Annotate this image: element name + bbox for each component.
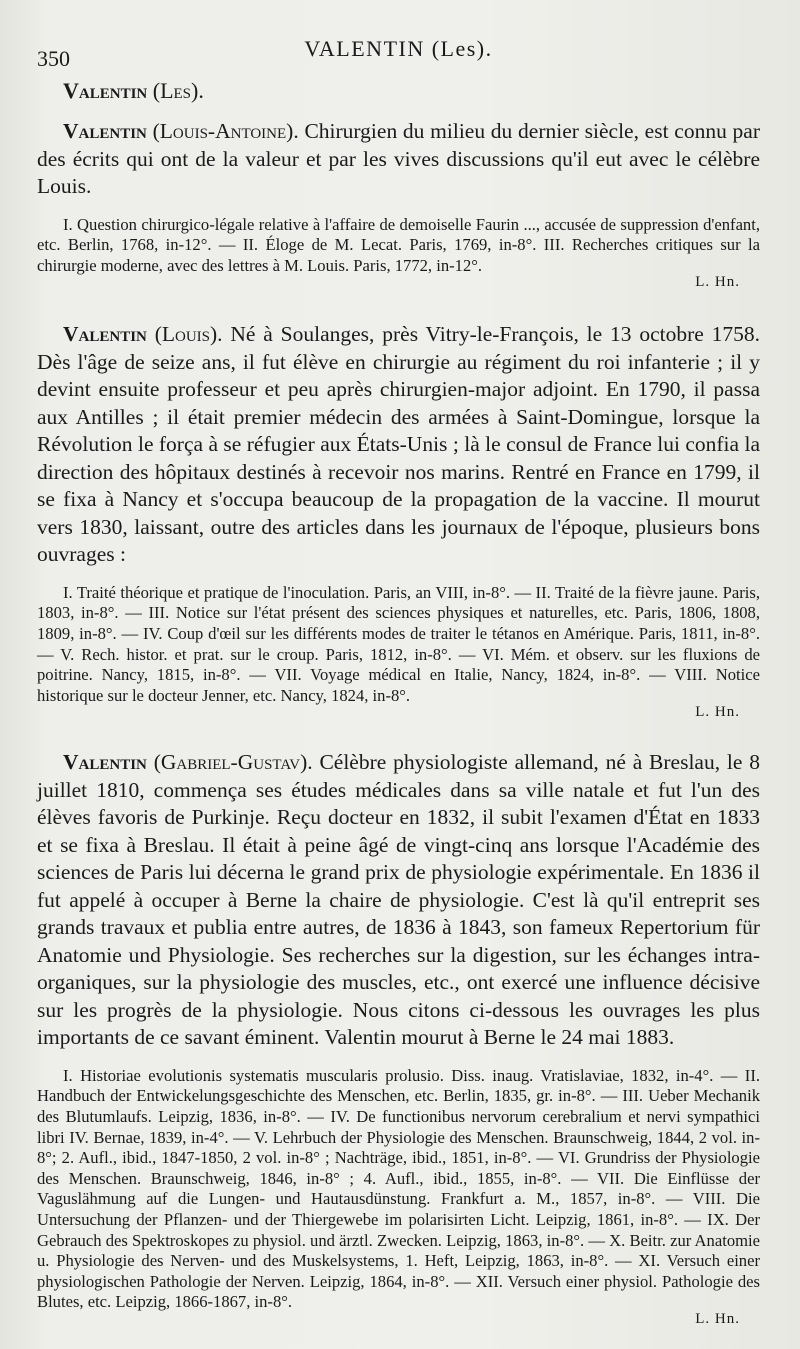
bibliography: I. Historiae evolutionis systematis muscularis prolusio. Diss. inaug. Vratislaviae, 1832, in-4°. — II. Handbuch der Entwickelungsgeschichte des Menschen, etc. Berlin, 1835, gr. in-8°. — III. Ueber Mechanik des Blutumlaufs. Leipzig, 1836, in-8°. — IV. De functionibus nervorum cerebralium et nervi sympathici libri IV. Bernae, 1839, in-4°. — V. Lehrbuch der Physiologie des Menschen. Braunschweig, 1844, 2 vol. in-8°; 2. Aufl., ibid., 1847-1850, 2 vol. in-8° ; Nachträge, ibid., 1851, in-8°. — VI. Grundriss der Physiologie des Menschen. Braunschweig, 1846, in-8° ; 4. Aufl., ibid., 1855, in-8°. — VII. Die Einflüsse der Vaguslähmung auf die Lungen- und Hautausdünstung. Frankfurt a. M., 1857, in-8°. — VIII. Die Untersuchung der Pflanzen- und der Thiergewebe im polarisirten Licht. Leipzig, 1861, in-8°. — IX. Der Gebrauch des Spektroskopes zu physiol. und ärztl. Zwecken. Leipzig, 1863, in-8°. — X. Beitr. zur Anatomie u. Physiologie des Nerven- und des Muskelsystems, 1. Heft, Leipzig, 1863, in-8°. — XI. Versuch einer physiologischen Pathologie der Nerven. Leipzig, 1864, in-8°. — XII. Versuch einer physiol. Pathologie des Blutes, etc. Leipzig, 1866-1867, in-8°. xyxy=(37,1065,760,1312)
running-title: VALENTIN (Les). xyxy=(304,36,493,61)
author-signature: L. Hn. xyxy=(695,704,740,721)
person-given-names: (Louis). xyxy=(154,322,223,347)
author-signature: L. Hn. xyxy=(695,1310,740,1327)
bibliography: I. Traité théorique et pratique de l'inoculation. Paris, an VIII, in-8°. — II. Traité de la fièvre jaune. Paris, 1803, in-8°. — III. Notice sur l'état présent des sciences physiques et naturelles, etc. Paris, 1806, 1808, 1809, in-8°. — IV. Coup d'œil sur les différents modes de traiter le tétanos en Amérique. Paris, 1811, in-8°. — V. Rech. histor. et prat. sur le croup. Paris, 1812, in-8°. — VI. Mém. et observ. sur les fluxions de poitrine. Nancy, 1815, in-8°. — VII. Voyage médical en Italie, Nancy, 1824, in-8°. — VIII. Notice historique sur le docteur Jenner, etc. Nancy, 1824, in-8°. xyxy=(37,582,760,705)
running-head xyxy=(37,34,760,74)
biography-paragraph xyxy=(37,118,760,201)
bibliography: I. Question chirurgico-légale relative à l'affaire de demoiselle Faurin ..., accusée de suppression d'enfant, etc. Berlin, 1768, in-12°. — II. Éloge de M. Lecat. Paris, 1769, in-8°. III. Recherches critiques sur la chirurgie moderne, avec des lettres à M. Louis. Paris, 1772, in-12°. xyxy=(37,214,760,275)
biography-text: Né à Soulanges, près Vitry-le-François, le 13 octobre 1758. Dès l'âge de seize ans, il fut élève en chirurgie au régiment du roi infanterie ; il y devint ensuite professeur et peu après chirurgien-major adjoint. En 1790, il passa aux Antilles ; il était premier médecin des armées à Saint-Domingue, lorsque la Révolution le força à se réfugier aux États-Unis ; là le consul de France lui confia la direction des hôpitaux destinés à recevoir nos marins. Rentré en France en 1799, il se fixa à Nancy et s'occupa beaucoup de la propagation de la vaccine. Il mourut vers 1830, laissant, outre des articles dans les journaux de l'époque, plusieurs bons ouvrages : xyxy=(37,322,760,567)
entry-heading-paren: (Les). xyxy=(152,78,204,103)
entry-gabriel-gustav xyxy=(37,749,760,1328)
person-name: Valentin xyxy=(63,750,147,775)
person-given-names: (Gabriel-Gustav). xyxy=(153,750,313,775)
biography-text: Célèbre physiologiste allemand, né à Breslau, le 8 juillet 1810, commença ses études médicales dans sa ville natale et fut l'un des élèves favoris de Purkinje. Reçu docteur en 1832, il subit l'examen d'État en 1833 et se fixa à Breslau. Il était à peine âgé de vingt-cinq ans lorsque l'Académie des sciences de Paris lui décerna le grand prix de physiologie expérimentale. En 1836 il fut appelé à occuper à Berne la chaire de physiologie. C'est là qu'il entreprit ses grands travaux et publia entre autres, de 1836 à 1843, son fameux Repertorium für Anatomie und Physiologie. Ses recherches sur la digestion, sur les échanges intra-organiques, sur la physiologie des muscles, etc., ont exercé une influence décisive sur les progrès de la physiologie. Nous citons ci-dessous les ouvrages les plus importants de ce savant éminent. Valentin mourut à Berne le 24 mai 1883. xyxy=(37,750,760,1050)
page-number: 350 xyxy=(37,46,70,71)
biography-paragraph xyxy=(37,749,760,1052)
author-signature: L. Hn. xyxy=(695,274,740,291)
entry-heading xyxy=(63,78,760,104)
person-name: Valentin xyxy=(63,119,147,143)
entry-heading-name: Valentin xyxy=(63,78,148,103)
biography-paragraph xyxy=(37,321,760,569)
person-name: Valentin xyxy=(63,322,147,347)
person-given-names: (Louis-Antoine). xyxy=(152,119,299,143)
biography-text: Chirurgien du milieu du dernier siècle, est connu par des écrits qui ont de la valeur et par les vives discussions qu'il eut avec le célèbre Louis. xyxy=(37,119,761,198)
entry-louis xyxy=(37,321,760,721)
entry-louis-antoine xyxy=(37,118,760,291)
